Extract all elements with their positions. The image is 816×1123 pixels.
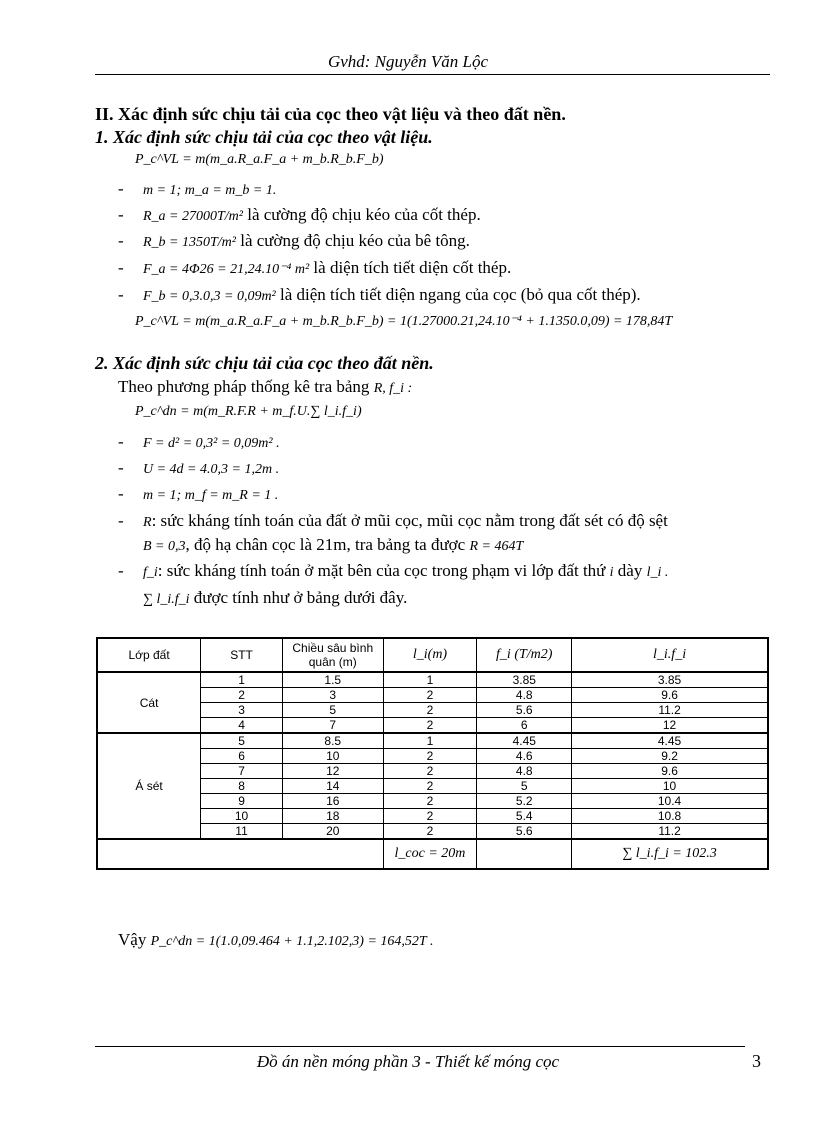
table-cell: 8.5 xyxy=(282,733,383,749)
item-perimeter: U = 4d = 4.0,3 = 1,2m . xyxy=(143,462,280,477)
layer-name-cell: Á sét xyxy=(97,733,201,839)
formula-dn: P_c^dn = m(m_R.F.R + m_f.U.∑ l_i.f_i) xyxy=(135,404,362,419)
table-cell: 10 xyxy=(201,809,283,824)
subsection-1-title: 1. Xác định sức chịu tải của cọc theo vật liệu. xyxy=(95,127,433,147)
page-footer: Đồ án nền móng phần 3 - Thiết kế móng cọc xyxy=(256,1052,560,1071)
total-sum-cell: ∑ l_i.f_i = 102.3 xyxy=(572,839,768,869)
table-cell: 4.8 xyxy=(477,688,572,703)
table-cell: 16 xyxy=(282,794,383,809)
table-cell: 1.5 xyxy=(282,672,383,688)
table-cell: 1 xyxy=(383,733,477,749)
item-ra: R_a = 27000T/m² là cường độ chịu kéo của cốt thép. xyxy=(143,205,481,224)
page-header: Gvhd: Nguyễn Văn Lộc xyxy=(327,52,489,71)
item-f-description: f_i: sức kháng tính toán ở mặt bên của cọc trong phạm vi lớp đất thứ i dày l_i . xyxy=(143,561,669,580)
bullet-dash: - xyxy=(118,205,124,224)
table-cell: 10 xyxy=(282,749,383,764)
table-cell: 2 xyxy=(383,824,477,840)
table-cell: 2 xyxy=(383,703,477,718)
bullet-dash: - xyxy=(118,432,124,451)
table-row xyxy=(97,733,768,749)
table-cell: 5 xyxy=(282,703,383,718)
table-cell: 3 xyxy=(282,688,383,703)
table-cell: 10 xyxy=(572,779,768,794)
table-cell: 3 xyxy=(201,703,283,718)
table-cell: 4.45 xyxy=(572,733,768,749)
header-cell: l_i(m) xyxy=(383,638,477,672)
table-cell: 8 xyxy=(201,779,283,794)
table-cell: 5 xyxy=(201,733,283,749)
table-cell: 1 xyxy=(201,672,283,688)
page-number: 3 xyxy=(752,1051,761,1071)
table-cell: 10.4 xyxy=(572,794,768,809)
table-cell: 11.2 xyxy=(572,824,768,840)
table-cell: 11 xyxy=(201,824,283,840)
conclusion-line: Vậy P_c^dn = 1(1.0,09.464 + 1.1,2.102,3) = 164,52T . xyxy=(118,930,434,949)
item-fa: F_a = 4Φ26 = 21,24.10⁻⁴ m² là diện tích tiết diện cốt thép. xyxy=(143,258,512,277)
header-cell: f_i (T/m2) xyxy=(477,638,572,672)
total-empty-cell xyxy=(477,839,572,869)
table-cell: 18 xyxy=(282,809,383,824)
footer-rule xyxy=(95,1046,745,1047)
formula-vl: P_c^VL = m(m_a.R_a.F_a + m_b.R_b.F_b) xyxy=(135,152,384,167)
table-cell: 4.6 xyxy=(477,749,572,764)
table-cell: 2 xyxy=(383,794,477,809)
table-cell: 2 xyxy=(383,688,477,703)
section-title: II. Xác định sức chịu tải của cọc theo vật liệu và theo đất nền. xyxy=(95,104,566,124)
table-cell: 9.6 xyxy=(572,688,768,703)
bullet-dash: - xyxy=(118,285,124,304)
table-cell: 2 xyxy=(383,809,477,824)
formula-vl-result: P_c^VL = m(m_a.R_a.F_a + m_b.R_b.F_b) = 1(1.27000.21,24.10⁻⁴ + 1.1350.0,09) = 178,84T xyxy=(135,314,673,329)
table-cell: 2 xyxy=(383,718,477,734)
table-cell: 2 xyxy=(383,779,477,794)
header-rule xyxy=(95,74,770,75)
total-row xyxy=(97,839,768,869)
layer-table xyxy=(96,637,769,870)
header-cell: Chiều sâu bình quân (m) xyxy=(282,638,383,672)
table-cell: 2 xyxy=(383,749,477,764)
table-cell: 5.2 xyxy=(477,794,572,809)
bullet-dash: - xyxy=(118,258,124,277)
header-cell: l_i.f_i xyxy=(572,638,768,672)
table-cell: 5.6 xyxy=(477,824,572,840)
table-cell: 12 xyxy=(572,718,768,734)
bullet-dash: - xyxy=(118,561,124,580)
table-cell: 3.85 xyxy=(572,672,768,688)
item-rb: R_b = 1350T/m² là cường độ chịu kéo của bê tông. xyxy=(143,231,470,250)
table-cell: 20 xyxy=(282,824,383,840)
layer-name-cell: Cát xyxy=(97,672,201,733)
table-cell: 5.6 xyxy=(477,703,572,718)
table-cell: 9 xyxy=(201,794,283,809)
subsection-2-title: 2. Xác định sức chịu tải của cọc theo đất nền. xyxy=(95,353,434,373)
table-cell: 4 xyxy=(201,718,283,734)
bullet-dash: - xyxy=(118,179,124,198)
item-fb: F_b = 0,3.0,3 = 0,09m² là diện tích tiết diện ngang của cọc (bỏ qua cốt thép). xyxy=(143,285,641,304)
item-r-description: R: sức kháng tính toán của đất ở mũi cọc, mũi cọc nằm trong đất sét có độ sệt B = 0,3, độ hạ chân cọc là 21m, tra bảng ta được R = 464T xyxy=(143,511,668,554)
bullet-dash: - xyxy=(118,231,124,250)
table-cell: 10.8 xyxy=(572,809,768,824)
table-cell: 14 xyxy=(282,779,383,794)
table-cell: 6 xyxy=(477,718,572,734)
item-area: F = d² = 0,3² = 0,09m² . xyxy=(143,436,280,451)
table-cell: 3.85 xyxy=(477,672,572,688)
table-cell: 1 xyxy=(383,672,477,688)
table-cell: 9.2 xyxy=(572,749,768,764)
table-cell: 5 xyxy=(477,779,572,794)
table-cell: 7 xyxy=(282,718,383,734)
intro-line: Theo phương pháp thống kê tra bảng R, f_i : xyxy=(118,377,413,396)
bullet-dash: - xyxy=(118,458,124,477)
table-row xyxy=(97,672,768,688)
table-cell: 7 xyxy=(201,764,283,779)
table-cell: 4.8 xyxy=(477,764,572,779)
table-cell: 4.45 xyxy=(477,733,572,749)
table-cell: 9.6 xyxy=(572,764,768,779)
table-cell: 5.4 xyxy=(477,809,572,824)
table-cell: 12 xyxy=(282,764,383,779)
total-length-cell: l_coc = 20m xyxy=(383,839,477,869)
table-cell: 6 xyxy=(201,749,283,764)
table-cell: 11.2 xyxy=(572,703,768,718)
total-empty-cell xyxy=(97,839,383,869)
bullet-dash: - xyxy=(118,511,124,530)
table-cell: 2 xyxy=(383,764,477,779)
item-coeffs: m = 1; m_f = m_R = 1 . xyxy=(143,488,279,503)
table-cell: 2 xyxy=(201,688,283,703)
bullet-dash: - xyxy=(118,484,124,503)
header-cell: STT xyxy=(201,638,283,672)
item-m: m = 1; m_a = m_b = 1. xyxy=(143,183,277,198)
sum-line: ∑ l_i.f_i được tính như ở bảng dưới đây. xyxy=(143,588,408,607)
header-cell: Lớp đất xyxy=(97,638,201,672)
